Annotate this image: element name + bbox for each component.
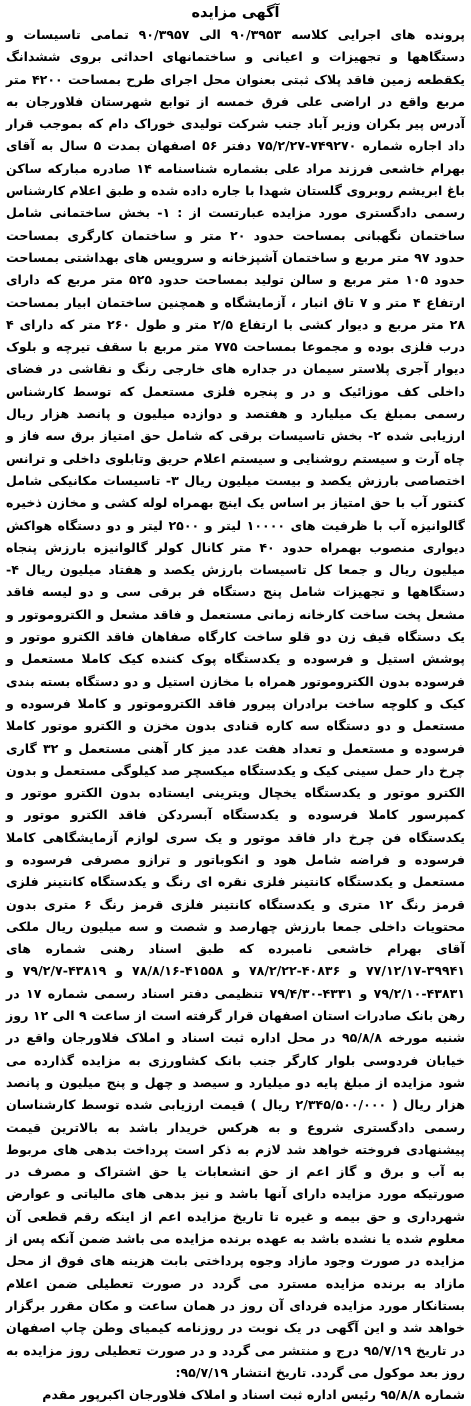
notice-title: آگهی مزایده <box>191 5 280 21</box>
notice-signature: شماره ۹۵/۸/۸ رئیس اداره ثبت اسناد و املاک فلاورجان اکبرپور مقدم <box>42 1387 465 1403</box>
notice-body: پرونده های اجرایی کلاسه ۹۰/۳۹۵۳ الی ۹۰/۳۹۵۷ تمامی تاسیسات و دستگاهها و تجهیزات و اعیانی و ساختمانهای احداثی بروی ششدانگ یکقطعه زمین فاقد پلاک ثبتی بعنوان محل اجرای طرح بمساحت ۴۲۰۰ متر مربع واقع در اراضی علی فرق خمسه از توابع شهرستان فلاورجان به آدرس پیر بکران وزیر آباد جنب شرکت تولیدی خوراک دام که بموجب قرار داد اجاره شماره ۷۴۹۲۷۰-۷۵/۲/۲۷ دفتر ۵۶ اصفهان بمدت ۵ سال به آقای بهرام خاشعی فرزند مراد علی بشماره شناسنامه ۱۴ صادره مبارکه ساکن باغ ابریشم روبروی گلستان شهدا با جاره داده شده و طبق اعلام کارشناس رسمی دادگستری مورد مزایده عبارتست از : ۱- بخش ساختمانی شامل ساختمان نگهبانی بمساحت حدود ۲۰ متر و ساختمان کارگری بمساحت حدود ۹۷ متر مربع و ساختمان آشپزخانه و سرویس های بهداشتی بمساحت حدود ۱۰۵ متر مربع و سالن تولید بمساحت حدود ۵۲۵ متر مربع که دارای ارتفاع ۴ متر و ۷ تاق انبار ، آزمایشگاه و همچنین ساختمان ابیار بمساحت ۲۸ متر مربع و دیوار کشی با ارتفاع ۲/۵ متر و طول ۲۶۰ متر که دارای ۴ درب فلزی بوده و مجموعا بمساحت ۷۷۵ متر مربع با سقف تیرچه و بلوک دیوار آجری پلاستر سیمان در جداره های خارجی رنگ و نقاشی در فضای داخلی کف موزائیک و در و پنجره فلزی مستعمل که توسط کارشناس رسمی بمبلغ یک میلیارد و هفتصد و دوازده میلیون و پانصد هزار ریال ارزیابی شده ۲- بخش تاسیسات برقی که شامل حق امتیاز برق سه فاز و چاه آرت و سیستم روشنایی و سیستم اعلام حریق وتابلوی داخلی و ترانس اختصاصی بارزش یکصد و بیست میلیون ریال ۳- تاسیسات مکانیکی شامل کنتور آب با حق امتیاز بر اساس یک اینچ بهمراه لوله کشی و مخازن ذخیره گالوانیزه آب با ظرفیت های ۱۰۰۰۰ لیتر و ۲۵۰۰ لیتر و دو دستگاه هواکش دیواری منصوب بهمراه حدود ۴۰ متر کانال کولر گالوانیزه بارزش پنجاه میلیون ریال و جمعا کل تاسیسات بارزش یکصد و هفتاد میلیون ریال ۴- دستگاهها و تجهیزات شامل پنج دستگاه فر برقی سی و دو لیسه فاقد مشعل پخت ساخت کارخانه زمانی مستعمل و فاقد مشعل و الکتروموتور و یک دستگاه قیف زن دو قلو ساخت کارگاه صفاهان فاقد الکترو موتور و پوشش استیل و فرسوده و یکدستگاه پوک کننده کیک کاملا مستعمل و فرسوده بدون الکتروموتور همراه با مخازن استیل و دو دستگاه بسته بندی کیک و کلوچه ساخت برادران پیرور فاقد الکتروموتور و کاملا فرسوده و مستعمل و دو دستگاه سه کاره قنادی بدون مخزن و الکترو موتور کاملا فرسوده و مستعمل و تعداد هفت عدد میز کار آهنی مستعمل و ۳۲ گاری چرخ دار حمل سینی کیک و یکدستگاه میکسچر صد کیلوگی مستعمل و بدون الکترو موتور و یکدستگاه یخچال ویترینی ایستاده بدون الکترو موتور و کمپرسور کاملا فرسوده و یکدستگاه آبسردکن فاقد الکترو موتور و یکدستگاه فن چرخ دار فاقد موتور و یک سری لوازم آزمایشگاهی کاملا فرسوده و فراضه شامل هود و انکوباتور و ترازو مصرفی فرسوده و مستعمل و یکدستگاه کانتینر فلزی نقره ای رنگ و یکدستگاه کانتینر فلزی قرمز رنگ ۱۲ متری و یکدستگاه کانتینر فلزی قرمز رنگ ۶ متری بدون محتویات داخلی جمعا بارزش چهارصد و شصت و سه میلیون ریال ملکی آقای بهرام خاشعی نامبرده که طبق اسناد رهنی شماره های ۳۹۹۴۱-۷۷/۱۲/۱۷ و ۴۰۸۳۶-۷۸/۲/۲۲ و ۴۱۵۵۸-۷۸/۸/۱۶ و ۴۳۸۱۹-۷۹/۲/۷ و ۴۳۸۳۱-۷۹/۲/۱۰ و ۴۳۳۱-۷۹/۴/۳۰ تنظیمی دفتر اسناد رسمی شماره ۱۷ در رهن بانک صادرات استان اصفهان قرار گرفته است از ساعت ۹ الی ۱۲ روز شنبه مورخه ۹۵/۸/۸ در محل اداره ثبت اسناد و املاک فلاورجان واقع در خیابان فردوسی بلوار کارگر جنب بانک کشاورزی به مزایده گذارده می شود مزایده از مبلغ پایه دو میلیارد و سیصد و چهل و پنج میلیون و پانصد هزار ریال ( ۲/۳۴۵/۵۰۰/۰۰۰ ریال ) قیمت ارزیابی شده توسط کارشناسان رسمی دادگستری شروع و به هرکس خریدار باشد به بالاترین قیمت پیشنهادی فروخته خواهد شد لازم به ذکر است پرداخت بدهی های مربوط به آب و برق و گاز اعم از حق انشعابات یا حق اشتراک و مصرف در صورتیکه مورد مزایده دارای آنها باشد و نیز بدهی های مالیاتی و عوارض شهرداری و حق بیمه و غیره تا تاریخ مزایده اعم از اینکه رقم قطعی آن معلوم شده یا نشده باشد به عهده برنده مزایده می باشد ضمن آنکه پس از مزایده در صورت وجود مازاد وجوه پرداختی بابت هزینه های فوق از محل مازاد به برنده مزایده مسترد می گردد در صورت تعطیلی ضمن اعلام بستانکار مورد مزایده فردای آن روز در همان ساعت و مکان مقرر برگزار خواهد شد و این آگهی در یک نوبت در روزنامه کیمیای وطن چاپ اصفهان در تاریخ ۹۵/۷/۱۹ درج و منتشر می گردد و در صورت تعطیلی روز مزایده به روز بعد موکول می گردد. تاریخ انتشار ۹۵/۷/۱۹: <box>6 27 466 1380</box>
